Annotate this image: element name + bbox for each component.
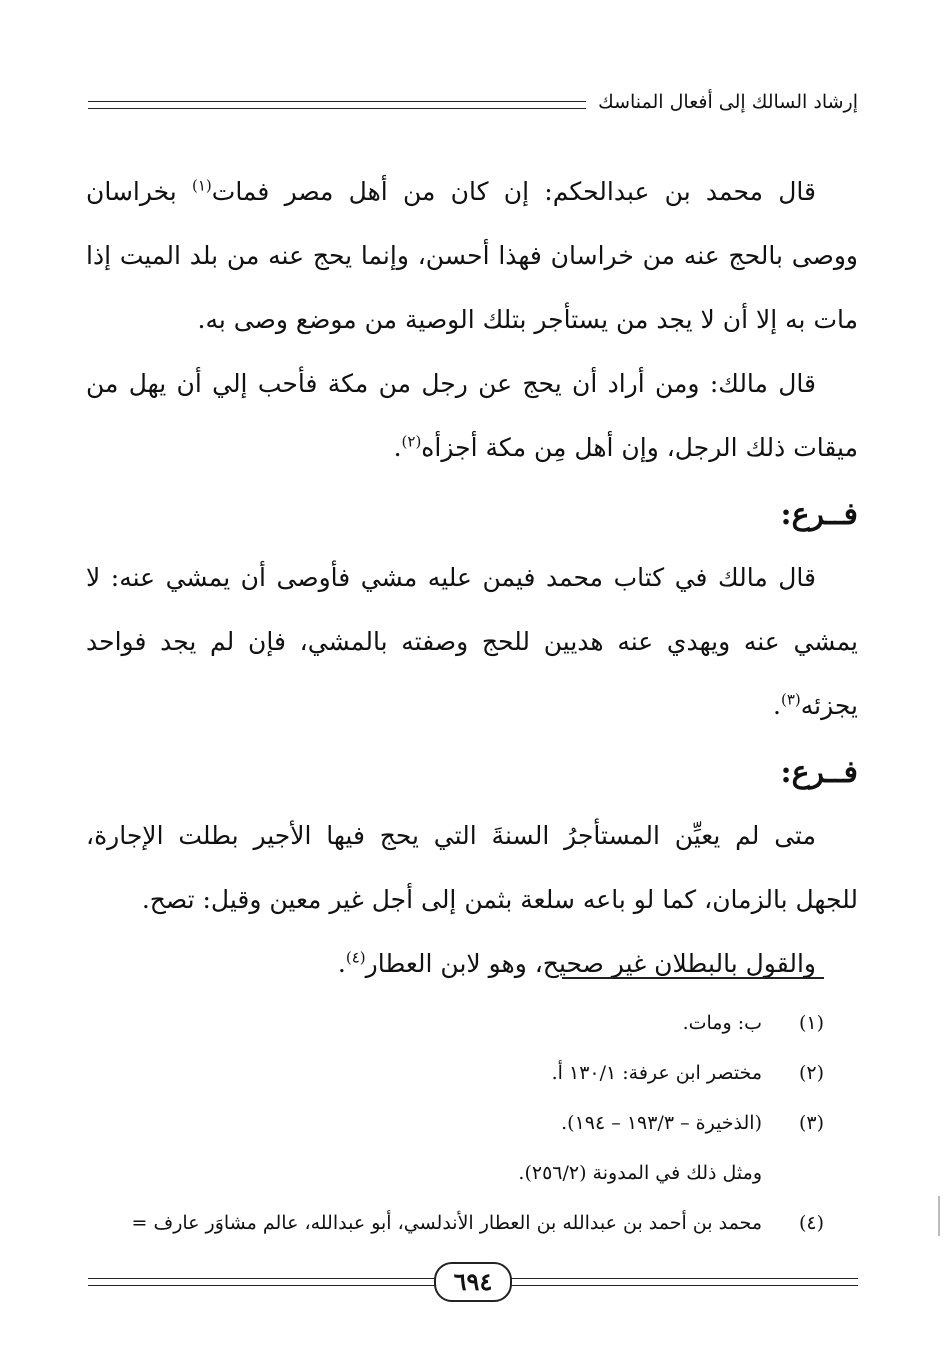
footer-rule-left [88, 1278, 436, 1286]
main-text [86, 160, 858, 996]
paragraph-1-text: قال محمد بن عبدالحكم: إن كان من أهل مصر فمات [211, 177, 816, 206]
footnote-1 [86, 998, 824, 1048]
footnotes [86, 998, 824, 1248]
paragraph-3-text: قال مالك في كتاب محمد فيمن عليه مشي فأوصى أن يمشي عنه: لا يمشي عنه ويهدي عنه هديين للحج وصفته بالمشي، فإن لم يجد فواحد يجزئه [86, 563, 858, 720]
paragraph-2 [86, 352, 858, 480]
footnote-ref-2[interactable]: (٢) [401, 432, 422, 451]
paragraph-2-text: قال مالك: ومن أراد أن يحج عن رجل من مكة فأحب إلي أن يهل من ميقات ذلك الرجل، وإن أهل مِن مكة أجزأه [86, 369, 858, 462]
scan-edge-mark [938, 1196, 940, 1236]
footnote-3-continuation: ومثل ذلك في المدونة (٢٥٦/٢). [518, 1162, 762, 1184]
footnote-2 [86, 1048, 824, 1098]
paragraph-3-end: . [773, 691, 781, 720]
footer-rule-right [510, 1278, 858, 1286]
paragraph-1 [86, 160, 858, 352]
paragraph-5 [86, 932, 858, 996]
section-heading-2: فــرع: [780, 755, 858, 790]
page-footer [88, 1262, 858, 1302]
paragraph-2-end: . [393, 433, 402, 462]
paragraph-4: متى لم يعيِّن المستأجرُ السنةَ التي يحج فيها الأجير بطلت الإجارة، للجهل بالزمان، كما لو باعه سلعة بثمن إلى أجل غير معين وقيل: تصح. [86, 821, 858, 914]
header-rule [88, 101, 586, 109]
footnote-ref-1[interactable]: (١) [192, 176, 212, 195]
footnote-4 [86, 1198, 824, 1248]
footnote-text: محمد بن أحمد بن عبدالله بن العطار الأندلسي، أبو عبدالله، عالم مشاوَر عارف = [131, 1212, 762, 1234]
paragraph-5-end: . [337, 949, 346, 978]
footnote-ref-3[interactable]: (٣) [780, 690, 801, 709]
footnote-number: (٢) [798, 1062, 824, 1084]
footnote-number: (٣) [798, 1112, 824, 1134]
book-title: إرشاد السالك إلى أفعال المناسك [598, 91, 858, 113]
footnote-ref-4[interactable]: (٤) [345, 948, 366, 967]
paragraph-1-rest: بخراسان ووصى بالحج عنه من خراسان فهذا أحسن، وإنما يحج عنه من بلد الميت إذا مات به إلا أن لا يجد من يستأجر بتلك الوصية من موضع وصى به. [86, 177, 858, 334]
paragraph-5-text: والقول بالبطلان غير صحيح، وهو لابن العطار [365, 949, 816, 978]
running-header [88, 82, 858, 122]
paragraph-3 [86, 546, 858, 738]
footnote-3 [86, 1098, 824, 1148]
footnote-text: ب: ومات. [682, 1012, 762, 1034]
footnote-text: (الذخيرة – ١٩٣/٣ – ١٩٤). [561, 1112, 762, 1134]
footnote-number: (١) [798, 1012, 824, 1034]
footnote-text: مختصر ابن عرفة: ١٣٠/١ أ. [551, 1062, 762, 1084]
page-number: ٦٩٤ [434, 1262, 513, 1302]
section-heading-1: فــرع: [780, 497, 858, 532]
footnote-separator [562, 977, 824, 979]
footnote-number: (٤) [798, 1212, 824, 1234]
